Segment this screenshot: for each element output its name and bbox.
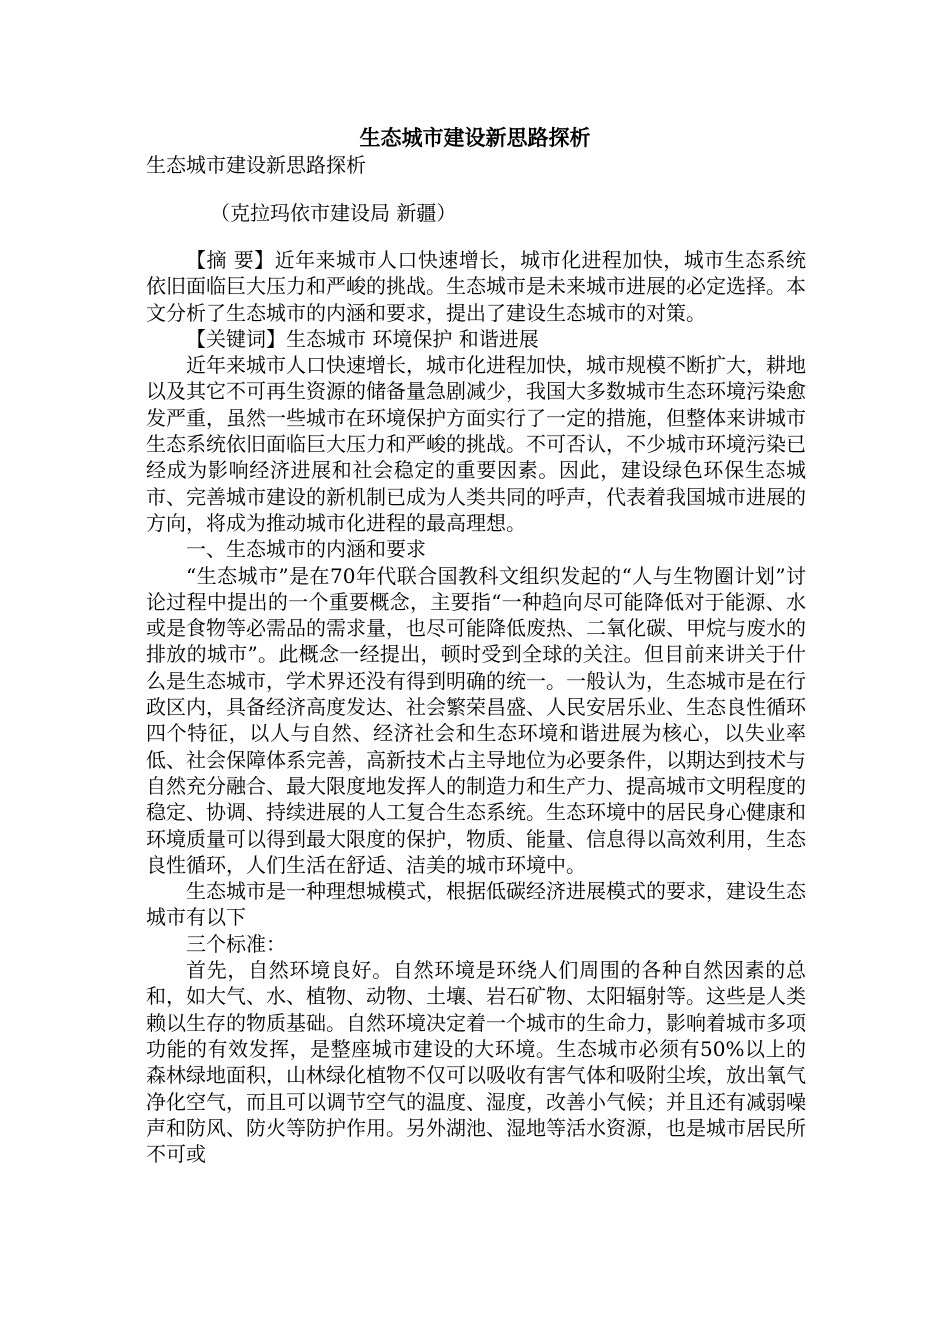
body-paragraph: “生态城市”是在70年代联合国教科文组织发起的“人与生物圈计划”讨论过程中提出的一个重要概念，主要指“一种趋向尽可能降低对于能源、水或是食物等必需品的需求量，也尽可能降低废热、二氧化碳、甲烷与废水的排放的城市”。此概念一经提出，顿时受到全球的关注。但目前来讲关于什么是生态城市，学术界还没有得到明确的统一。一般认为，生态城市是在行政区内，具备经济高度发达、社会繁荣昌盛、人民安居乐业、生态良性循环四个特征，以人与自然、经济社会和生态环境和谐进展为核心，以失业率低、社会保障体系完善，高新技术占主导地位为必要条件，以期达到技术与自然充分融合、最大限度地发挥人的制造力和生产力、提高城市文明程度的稳定、协调、持续进展的人工复合生态系统。生态环境中的居民身心健康和环境质量可以得到最大限度的保护，物质、能量、信息得以高效利用，生态良性循环，人们生活在舒适、洁美的城市环境中。 xyxy=(146,563,806,877)
document-body xyxy=(146,247,806,1167)
body-paragraph: 三个标准： xyxy=(186,931,286,956)
section-heading: 一、生态城市的内涵和要求 xyxy=(186,537,426,562)
body-paragraph: 首先，自然环境良好。自然环境是环绕人们周围的各种自然因素的总和，如大气、水、植物、动物、土壤、岩石矿物、太阳辐射等。这些是人类赖以生存的物质基础。自然环境决定着一个城市的生命力，影响着城市多项功能的有效发挥，是整座城市建设的大环境。生态城市必须有50%以上的森林绿地面积，山林绿化植物不仅可以吸收有害气体和吸附尘埃，放出氧气净化空气，而且可以调节空气的温度、湿度，改善小气候；并且还有减弱噪声和防风、防火等防护作用。另外湖池、湿地等活水资源，也是城市居民所不可或 xyxy=(146,958,806,1167)
keywords-paragraph: 【关键词】生态城市 环境保护 和谐进展 xyxy=(186,326,539,351)
body-paragraph: 生态城市是一种理想城模式，根据低碳经济进展模式的要求，建设生态城市有以下 xyxy=(146,879,806,930)
document-subtitle: 生态城市建设新思路探析 xyxy=(146,153,366,177)
author-affiliation: （克拉玛依市建设局 新疆） xyxy=(210,201,457,225)
document-title: 生态城市建设新思路探析 xyxy=(359,125,591,150)
body-paragraph: 近年来城市人口快速增长，城市化进程加快，城市规模不断扩大，耕地以及其它不可再生资源的储备量急剧减少，我国大多数城市生态环境污染愈发严重，虽然一些城市在环境保护方面实行了一定的措施，但整体来讲城市生态系统依旧面临巨大压力和严峻的挑战。不可否认，不少城市环境污染已经成为影响经济进展和社会稳定的重要因素。因此，建设绿色环保生态城市、完善城市建设的新机制已成为人类共同的呼声，代表着我国城市进展的方向，将成为推动城市化进程的最高理想。 xyxy=(146,353,806,535)
abstract-paragraph: 【摘 要】近年来城市人口快速增长，城市化进程加快，城市生态系统依旧面临巨大压力和严峻的挑战。生态城市是未来城市进展的必定选择。本文分析了生态城市的内涵和要求，提出了建设生态城市的对策。 xyxy=(146,248,806,325)
